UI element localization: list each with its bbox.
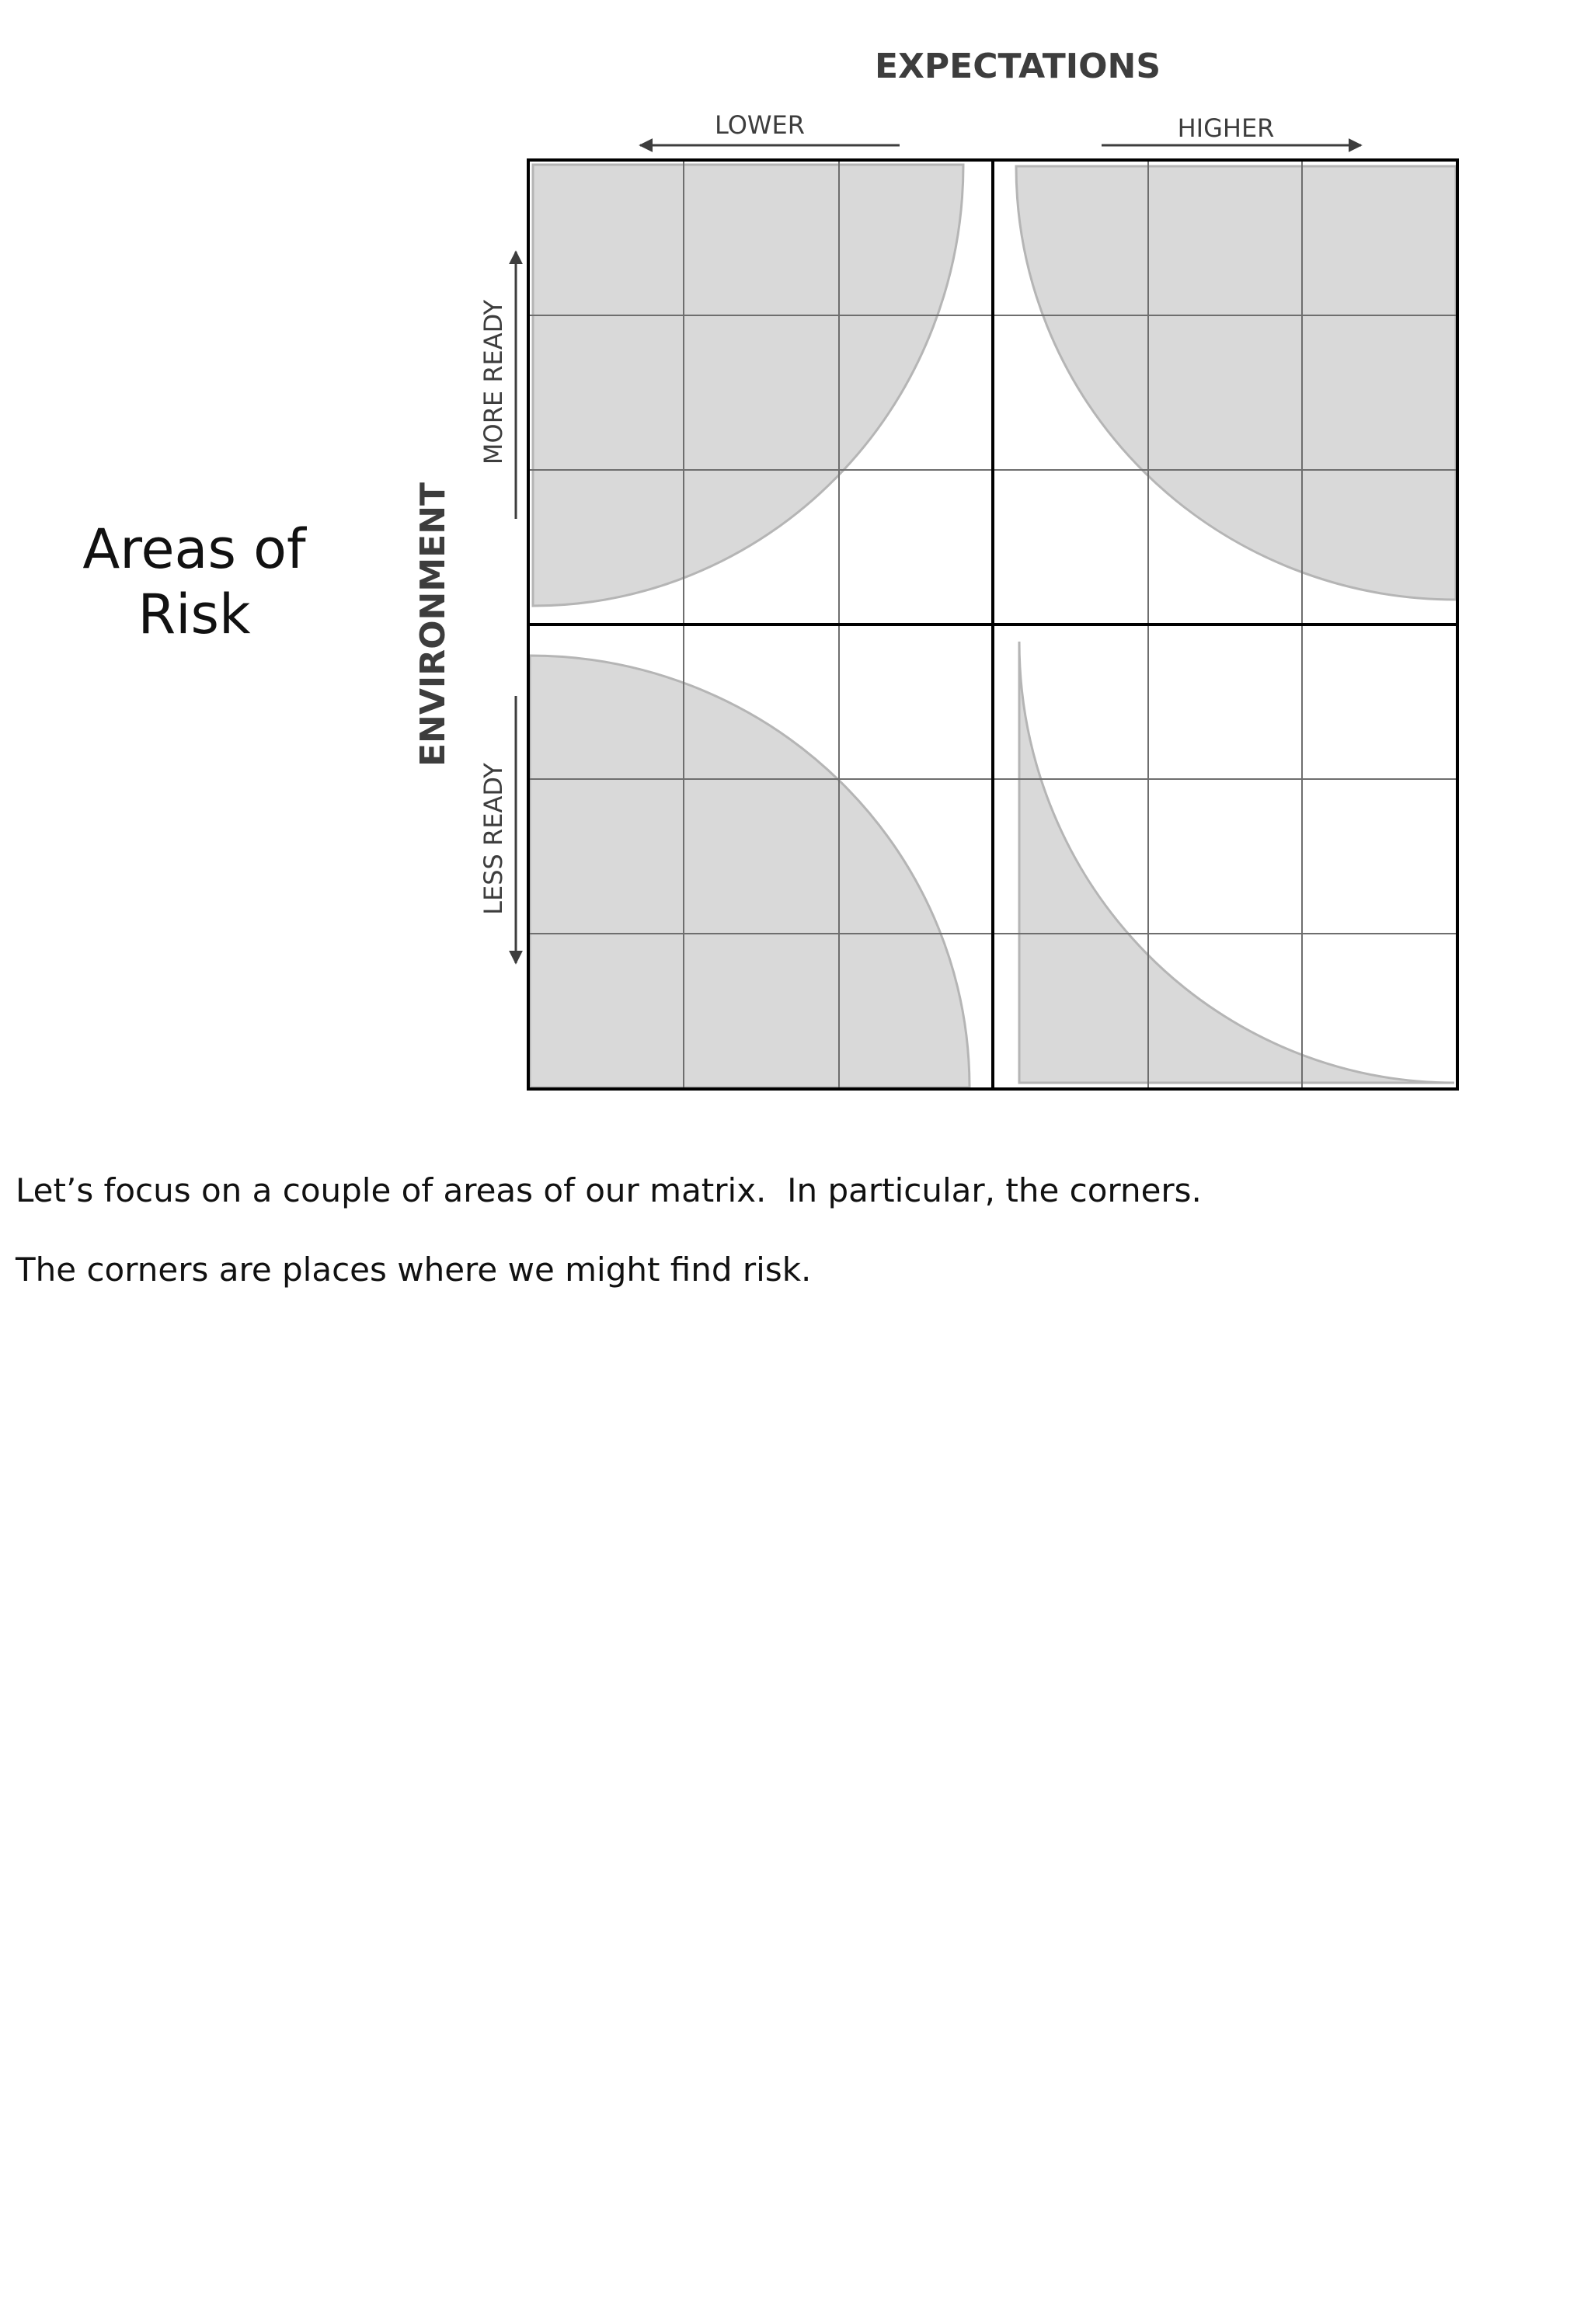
lower-label: LOWER	[715, 110, 805, 140]
slide-title-line-2: Risk	[138, 583, 251, 646]
notes-paragraph-1: Let’s focus on a couple of areas of our matrix. In particular, the corners.	[16, 1171, 1202, 1209]
expectations-axis-title: EXPECTATIONS	[874, 47, 1161, 86]
risk-region-bottom-left	[530, 656, 970, 1087]
environment-axis-title: ENVIRONMENT	[413, 482, 453, 767]
notes-paragraph-2: The corners are places where we might find risk.	[16, 1251, 812, 1289]
higher-label: HIGHER	[1177, 113, 1275, 143]
risk-region-top-left	[533, 165, 963, 606]
risk-region-top-right	[1016, 166, 1456, 600]
less-ready-label: LESS READY	[479, 763, 508, 915]
more-ready-label: MORE READY	[479, 299, 508, 465]
slide-title-line-1: Areas of	[82, 517, 306, 581]
expectations-environment-matrix	[0, 0, 1591, 1134]
risk-region-bottom-right	[1019, 642, 1454, 1083]
speaker-notes	[16, 1169, 1554, 1327]
